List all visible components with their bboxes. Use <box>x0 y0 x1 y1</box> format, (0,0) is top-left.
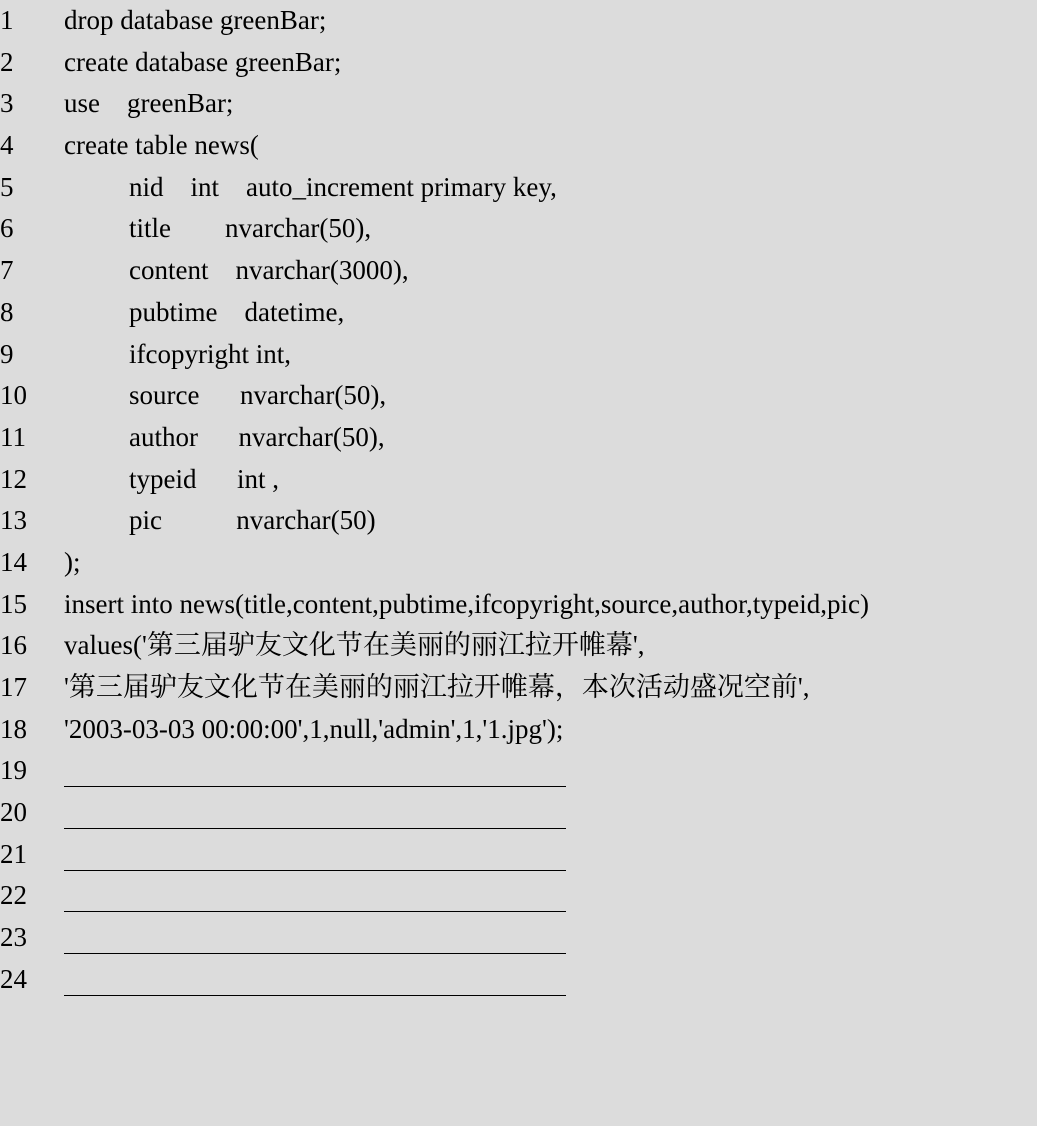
line-number: 15 <box>0 588 27 619</box>
line-text: author nvarchar(50), <box>129 421 385 452</box>
line-text: create database greenBar; <box>64 46 342 77</box>
code-line <box>0 375 1037 417</box>
line-number: 16 <box>0 630 27 661</box>
line-text: values('第三届驴友文化节在美丽的丽江拉开帷幕', <box>64 630 645 661</box>
line-text: use greenBar; <box>64 88 234 119</box>
line-number: 10 <box>0 380 27 411</box>
code-line <box>0 250 1037 292</box>
line-number: 2 <box>0 46 14 77</box>
code-line <box>0 709 1037 751</box>
code-line <box>0 0 1037 42</box>
code-line <box>0 459 1037 501</box>
blank-code-line <box>0 917 1037 959</box>
code-line <box>0 500 1037 542</box>
code-line <box>0 208 1037 250</box>
code-line <box>0 584 1037 626</box>
line-text: '2003-03-03 00:00:00',1,null,'admin',1,'1.jpg'); <box>64 713 564 744</box>
line-text: typeid int , <box>129 463 279 494</box>
line-number: 12 <box>0 463 27 494</box>
code-line <box>0 292 1037 334</box>
line-text: create table news( <box>64 130 259 161</box>
blank-code-line <box>0 792 1037 834</box>
line-text: source nvarchar(50), <box>129 380 387 411</box>
line-number: 13 <box>0 505 27 536</box>
fill-in-blank-underline <box>64 870 566 871</box>
fill-in-blank-underline <box>64 995 566 996</box>
line-number: 20 <box>0 797 27 828</box>
line-number: 24 <box>0 963 27 994</box>
blank-code-line <box>0 875 1037 917</box>
code-line <box>0 625 1037 667</box>
line-text: pubtime datetime, <box>129 296 345 327</box>
code-line <box>0 125 1037 167</box>
line-text: title nvarchar(50), <box>129 213 372 244</box>
line-number: 8 <box>0 296 14 327</box>
line-number: 7 <box>0 255 14 286</box>
code-line <box>0 167 1037 209</box>
blank-code-line <box>0 959 1037 1001</box>
fill-in-blank-underline <box>64 911 566 912</box>
line-text: ifcopyright int, <box>129 338 291 369</box>
line-text: nid int auto_increment primary key, <box>129 171 557 202</box>
line-number: 3 <box>0 88 14 119</box>
code-line <box>0 83 1037 125</box>
line-text: pic nvarchar(50) <box>129 505 376 536</box>
code-line <box>0 334 1037 376</box>
line-number: 23 <box>0 922 27 953</box>
line-number: 19 <box>0 755 27 786</box>
blank-code-line <box>0 834 1037 876</box>
code-line <box>0 542 1037 584</box>
line-number: 21 <box>0 838 27 869</box>
line-number: 1 <box>0 5 14 35</box>
fill-in-blank-underline <box>64 786 566 787</box>
line-text: ); <box>64 546 81 577</box>
line-number: 18 <box>0 713 27 744</box>
line-text: content nvarchar(3000), <box>129 255 409 286</box>
line-number: 17 <box>0 672 27 702</box>
code-line <box>0 417 1037 459</box>
line-text: drop database greenBar; <box>64 5 327 35</box>
line-number: 6 <box>0 213 14 244</box>
code-line <box>0 667 1037 709</box>
line-number: 14 <box>0 546 27 577</box>
line-number: 22 <box>0 880 27 911</box>
line-number: 5 <box>0 171 14 202</box>
line-text: '第三届驴友文化节在美丽的丽江拉开帷幕，本次活动盛况空前', <box>64 672 810 702</box>
line-number: 9 <box>0 338 14 369</box>
fill-in-blank-underline <box>64 953 566 954</box>
line-number: 4 <box>0 130 14 161</box>
line-text: insert into news(title,content,pubtime,ifcopyright,source,author,typeid,pic) <box>64 588 869 619</box>
fill-in-blank-underline <box>64 828 566 829</box>
line-number: 11 <box>0 421 26 452</box>
code-line <box>0 42 1037 84</box>
blank-code-line <box>0 750 1037 792</box>
